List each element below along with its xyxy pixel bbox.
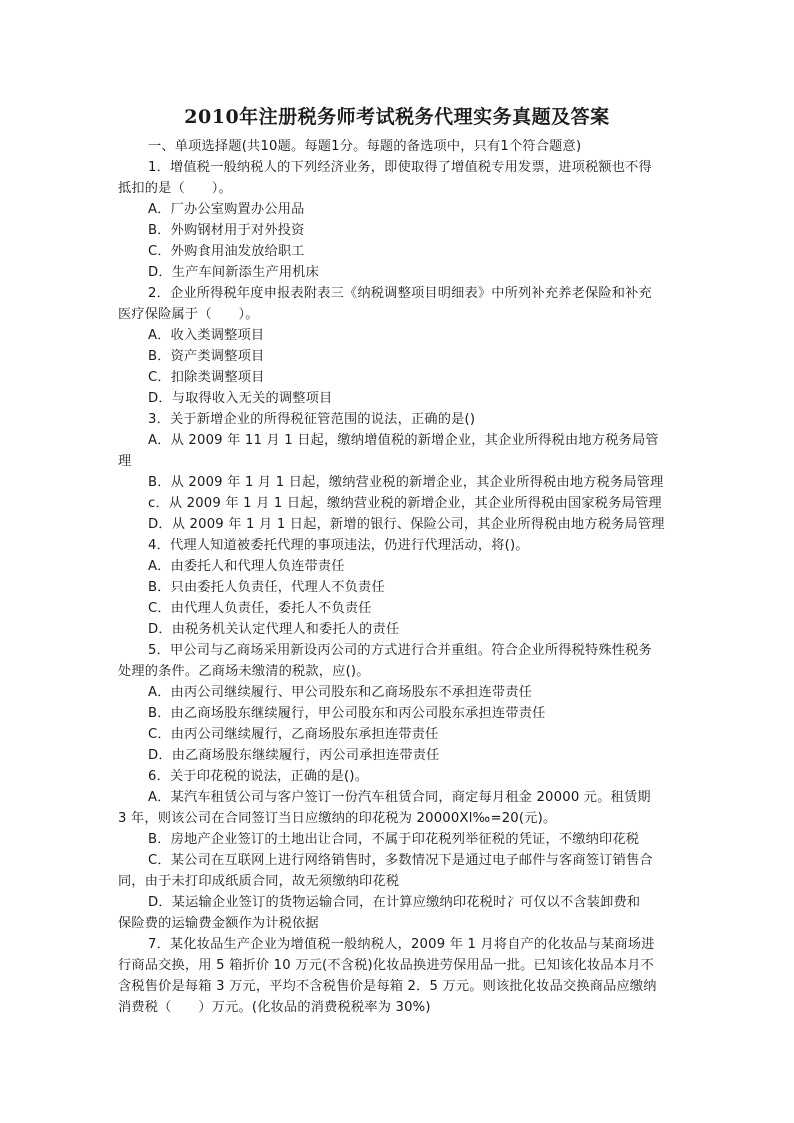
question-4-option-d: D．由税务机关认定代理人和委托人的责任 xyxy=(148,622,400,637)
question-3-option-d: D．从 2009 年 1 月 1 日起，新增的银行、保险公司，其企业所得税由地方税务局管理 xyxy=(148,517,665,532)
question-3-stem: 3．关于新增企业的所得税征管范围的说法，正确的是() xyxy=(148,412,476,427)
question-7-stem-cont-3: 消费税（ ）万元。(化妆品的消费税税率为 30%) xyxy=(118,1000,431,1015)
question-2-stem: 2．企业所得税年度申报表附表三《纳税调整项目明细表》中所列补充养老保险和补充 xyxy=(148,286,652,301)
question-2-option-a: A．收入类调整项目 xyxy=(148,328,265,343)
question-1-option-b: B．外购钢材用于对外投资 xyxy=(148,223,305,238)
question-4-stem: 4．代理人知道被委托代理的事项违法，仍进行代理活动，将()。 xyxy=(148,538,529,553)
question-1-option-d: D．生产车间新添生产用机床 xyxy=(148,265,320,280)
question-7-stem-cont-2: 含税售价是每箱 3 万元，平均不含税售价是每箱 2．5 万元。则该批化妆品交换商品应缴纳 xyxy=(118,979,657,994)
question-2-option-b: B．资产类调整项目 xyxy=(148,349,265,364)
question-5-option-c: C．由丙公司继续履行，乙商场股东承担连带责任 xyxy=(148,727,439,742)
question-5-option-d: D．由乙商场股东继续履行，丙公司承担连带责任 xyxy=(148,748,440,763)
question-1-stem: 1．增值税一般纳税人的下列经济业务，即使取得了增值税专用发票，进项税额也不得 xyxy=(148,160,652,175)
question-6-option-a-cont: 3 年，则该公司在合同签订当日应缴纳的印花税为 20000Xl‰=20(元)。 xyxy=(118,811,557,826)
question-4-option-c: C．由代理人负责任，委托人不负责任 xyxy=(148,601,372,616)
question-6-option-a: A．某汽车租赁公司与客户签订一份汽车租赁合同，商定每月租金 20000 元。租赁期 xyxy=(148,790,651,805)
question-5-option-b: B．由乙商场股东继续履行，甲公司股东和丙公司股东承担连带责任 xyxy=(148,706,546,721)
question-4-option-a: A．由委托人和代理人负连带责任 xyxy=(148,559,345,574)
question-5-stem: 5．甲公司与乙商场采用新设丙公司的方式进行合并重组。符合企业所得税特殊性税务 xyxy=(148,643,652,658)
question-4-option-b: B．只由委托人负责任，代理人不负责任 xyxy=(148,580,385,595)
question-6-stem: 6．关于印花税的说法，正确的是()。 xyxy=(148,769,369,784)
document-title: 2010年注册税务师考试税务代理实务真题及答案 xyxy=(184,106,610,128)
question-6-option-c-cont: 同，由于未打印成纸质合同，故无须缴纳印花税 xyxy=(118,874,400,889)
question-2-stem-cont: 医疗保险属于（ ）。 xyxy=(118,307,259,322)
question-1-option-c: C．外购食用油发放给职工 xyxy=(148,244,305,259)
question-7-stem: 7．某化妆品生产企业为增值税一般纳税人，2009 年 1 月将自产的化妆品与某商场进 xyxy=(148,937,655,952)
question-3-option-a: A．从 2009 年 11 月 1 日起，缴纳增值税的新增企业，其企业所得税由地方税务局管 xyxy=(148,433,659,448)
question-1-option-a: A．厂办公室购置办公用品 xyxy=(148,202,305,217)
question-6-option-c: C．某公司在互联网上进行网络销售时，多数情况下是通过电子邮件与客商签订销售合 xyxy=(148,853,653,868)
question-5-stem-cont: 处理的条件。乙商场未缴清的税款，应()。 xyxy=(118,664,370,679)
question-6-option-d-cont: 保险费的运输费金额作为计税依据 xyxy=(118,916,319,931)
question-6-option-d: D．某运输企业签订的货物运输合同，在计算应缴纳印花税时冫可仅以不含装卸费和 xyxy=(148,895,641,910)
question-7-stem-cont-1: 行商品交换，用 5 箱折价 10 万元(不含税)化妆品换进劳保用品一批。已知该化妆品本月不 xyxy=(118,958,654,973)
question-1-stem-cont: 抵扣的是（ ）。 xyxy=(118,181,232,196)
question-3-option-b: B．从 2009 年 1 月 1 日起，缴纳营业税的新增企业，其企业所得税由地方税务局管理 xyxy=(148,475,664,490)
question-5-option-a: A．由丙公司继续履行、甲公司股东和乙商场股东不承担连带责任 xyxy=(148,685,533,700)
question-3-option-a-cont: 理 xyxy=(118,454,132,469)
question-3-option-c: c．从 2009 年 1 月 1 日起，缴纳营业税的新增企业，其企业所得税由国家税务局管理 xyxy=(148,496,662,511)
question-2-option-c: C．扣除类调整项目 xyxy=(148,370,265,385)
question-2-option-d: D．与取得收入无关的调整项目 xyxy=(148,391,333,406)
section-heading: 一、单项选择题(共10题。每题1分。每题的备选项中，只有1个符合题意) xyxy=(148,139,582,154)
question-6-option-b: B．房地产企业签订的土地出让合同，不属于印花税列举征税的凭证，不缴纳印花税 xyxy=(148,832,640,847)
